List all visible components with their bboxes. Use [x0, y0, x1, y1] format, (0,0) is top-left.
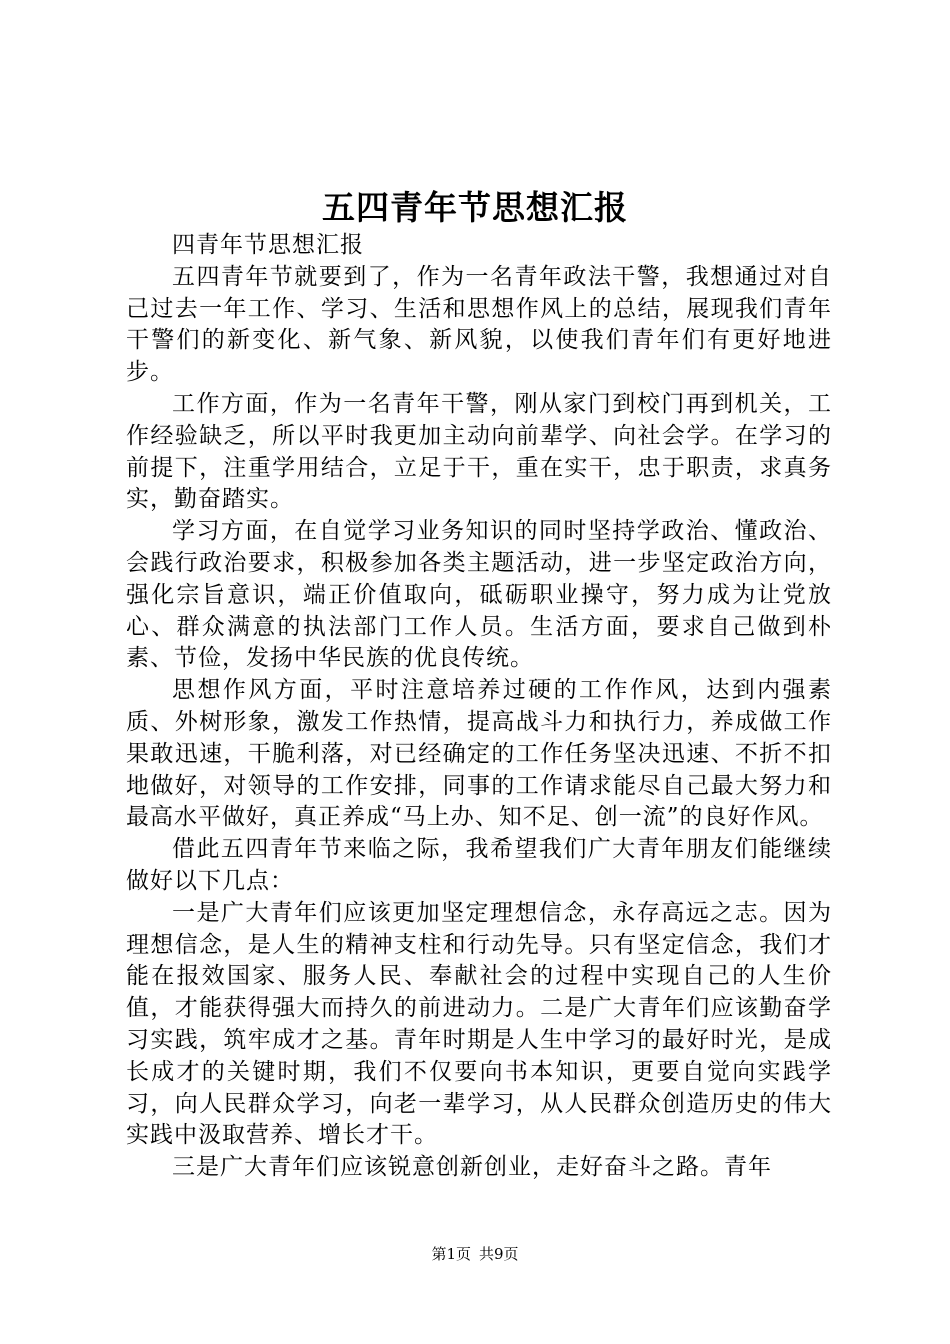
paragraph-intro: 五四青年节就要到了，作为一名青年政法干警，我想通过对自己过去一年工作、学习、生活和思想作风上的总结，展现我们青年干警们的新变化、新气象、新风貌，以使我们青年们有更好地进步。 [126, 263, 832, 386]
page-footer [0, 1244, 950, 1264]
paragraph-hopes: 借此五四青年节来临之际，我希望我们广大青年朋友们能继续做好以下几点： [126, 836, 832, 894]
page-number: 第1页 [431, 1245, 471, 1263]
paragraph-point-three: 三是广大青年们应该锐意创新创业，走好奋斗之路。青年 [172, 1154, 772, 1181]
paragraph-subtitle: 四青年节思想汇报 [172, 232, 364, 258]
page-total: 共9页 [479, 1245, 519, 1263]
paragraph-study: 学习方面，在自觉学习业务知识的同时坚持学政治、懂政治、会践行政治要求，积极参加各类主题活动，进一步坚定政治方向，强化宗旨意识，端正价值取向，砥砺职业操守，努力成为让党放心、群众满意的执法部门工作人员。生活方面，要求自己做到朴素、节俭，发扬中华民族的优良传统。 [126, 518, 832, 672]
paragraph-work: 工作方面，作为一名青年干警，刚从家门到校门再到机关，工作经验缺乏，所以平时我更加主动向前辈学、向社会学。在学习的前提下，注重学用结合，立足于干，重在实干，忠于职责，求真务实，勤奋踏实。 [126, 390, 832, 513]
document-title: 五四青年节思想汇报 [322, 188, 628, 227]
paragraph-style: 思想作风方面，平时注意培养过硬的工作作风，达到内强素质、外树形象，激发工作热情，提高战斗力和执行力，养成做工作果敢迅速，干脆利落，对已经确定的工作任务坚决迅速、不折不扣地做好，对领导的工作安排，同事的工作请求能尽自己最大努力和最高水平做好，真正养成“马上办、知不足、创一流”的良好作风。 [126, 677, 832, 831]
paragraph-points-one-two: 一是广大青年们应该更加坚定理想信念，永存高远之志。因为理想信念，是人生的精神支柱和行动先导。只有坚定信念，我们才能在报效国家、服务人民、奉献社会的过程中实现自己的人生价值，才能获得强大而持久的前进动力。二是广大青年们应该勤奋学习实践，筑牢成才之基。青年时期是人生中学习的最好时光，是成长成才的关键时期，我们不仅要向书本知识，更要自觉向实践学习，向人民群众学习，向老一辈学习，从人民群众创造历史的伟大实践中汲取营养、增长才干。 [126, 899, 832, 1149]
document-body [126, 230, 832, 1184]
